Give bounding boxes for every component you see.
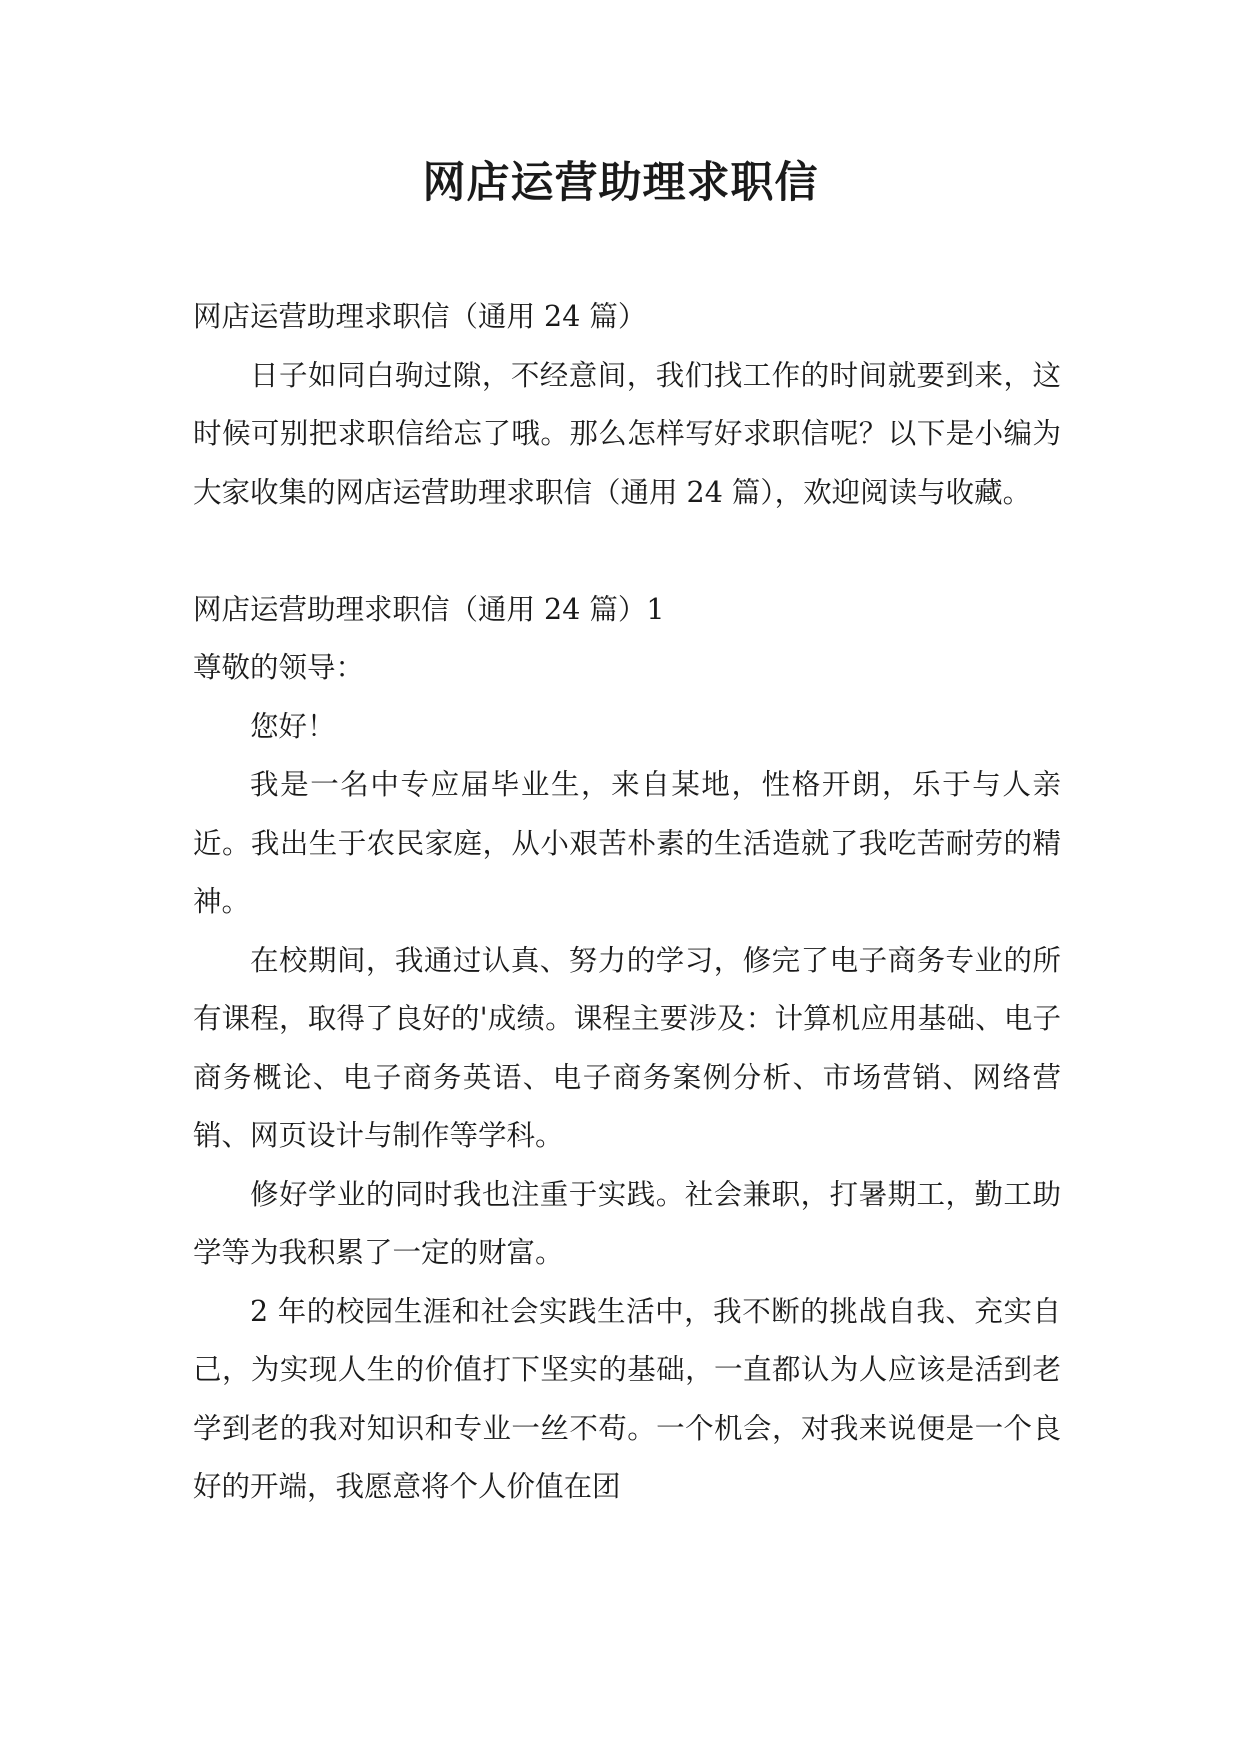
document-body [193, 288, 1061, 1517]
document-subtitle: 网店运营助理求职信（通用 24 篇） [193, 300, 647, 333]
section-spacer [193, 522, 1061, 581]
body-paragraph: 修好学业的同时我也注重于实践。社会兼职，打暑期工，勤工助学等为我积累了一定的财富。 [193, 1177, 1061, 1269]
body-paragraph: 2 年的校园生涯和社会实践生活中，我不断的挑战自我、充实自己，为实现人生的价值打下坚实的基础，一直都认为人应该是活到老学到老的我对知识和专业一丝不苟。一个机会，对我来说便是一个良好的开端，我愿意将个人价值在团 [193, 1294, 1061, 1503]
section-heading: 网店运营助理求职信（通用 24 篇）1 [193, 592, 665, 626]
body-paragraph: 在校期间，我通过认真、努力的学习，修完了电子商务专业的所有课程，取得了良好的'成绩。课程主要涉及：计算机应用基础、电子商务概论、电子商务英语、电子商务案例分析、市场营销、网络营销、网页设计与制作等学科。 [193, 943, 1061, 1152]
letter-greeting: 您好！ [250, 709, 336, 743]
intro-paragraph: 日子如同白驹过隙，不经意间，我们找工作的时间就要到来，这时候可别把求职信给忘了哦。那么怎样写好求职信呢？以下是小编为大家收集的网店运营助理求职信（通用 24 篇），欢迎阅读与收藏。 [193, 358, 1061, 509]
body-paragraph: 我是一名中专应届毕业生，来自某地，性格开朗，乐于与人亲近。我出生于农民家庭，从小艰苦朴素的生活造就了我吃苦耐劳的精神。 [193, 768, 1061, 918]
document-title: 网店运营助理求职信 [422, 158, 819, 208]
letter-salutation: 尊敬的领导： [193, 651, 365, 684]
